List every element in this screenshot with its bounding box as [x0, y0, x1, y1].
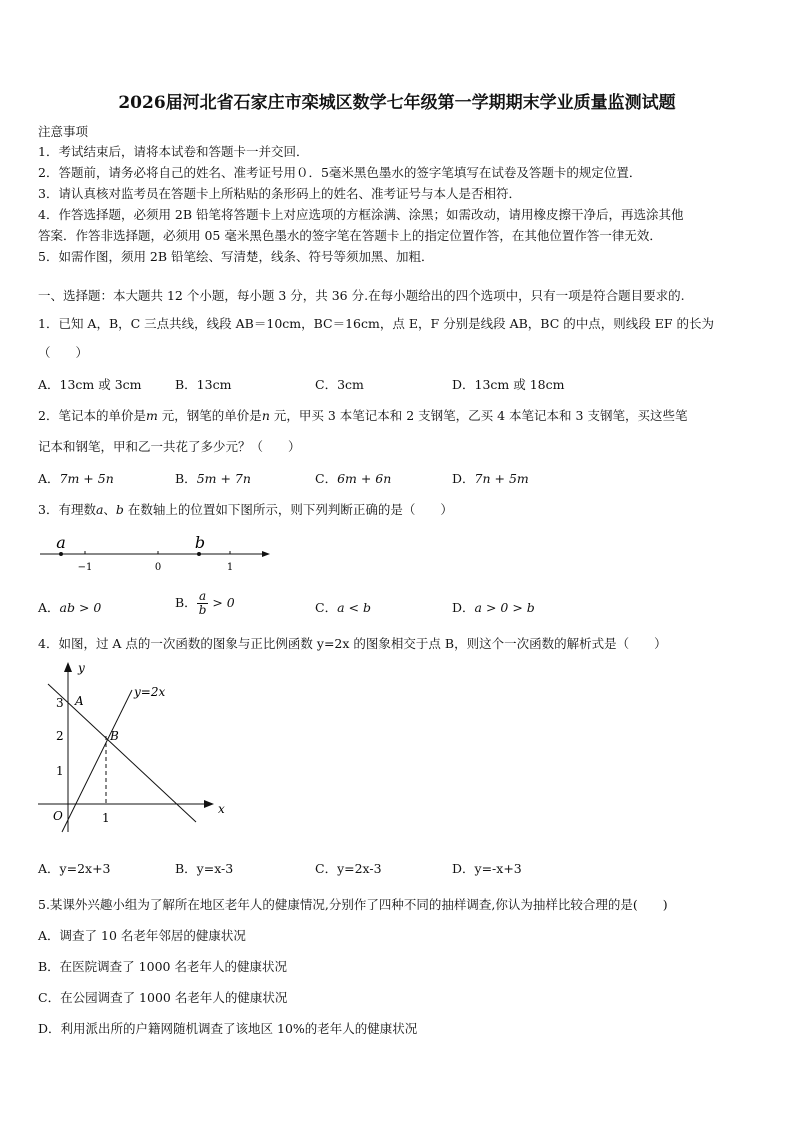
q1-option-a: A．13cm 或 3cm [38, 377, 142, 392]
point-a-dot [59, 552, 63, 556]
question-4-text: 4．如图，过 A 点的一次函数的图象与正比例函数 y=2x 的图象相交于点 B，则这个一次函数的解析式是（ ） [38, 636, 667, 651]
question-2-text: 2．笔记本的单价是m 元，钢笔的单价是n 元，甲买 3 本笔记本和 2 支钢笔，乙买 4 本笔记本和 3 支钢笔，买这些笔 [38, 408, 688, 423]
question-2-text-line2: 记本和钢笔，甲和乙一共花了多少元？（ ） [38, 439, 301, 454]
q2-option-b: B．5m + 7n [175, 471, 251, 486]
q3-option-a: A．ab > 0 [38, 600, 102, 615]
y-axis-arrow [64, 662, 72, 672]
q1-option-d: D．13cm 或 18cm [452, 377, 565, 392]
origin-label: O [53, 809, 63, 823]
q1-option-c: C．3cm [315, 377, 364, 392]
x-tick-1: 1 [102, 811, 110, 825]
point-b-label: B [110, 729, 119, 743]
question-1-text: 1．已知 A，B，C 三点共线，线段 AB＝10cm，BC＝16cm，点 E，F 分别是线段 AB，BC 的中点，则线段 EF 的长为 [38, 316, 714, 331]
q5-option-d: D．利用派出所的户籍网随机调查了该地区 10%的老年人的健康状况 [38, 1021, 418, 1036]
q5-option-c: C．在公园调查了 1000 名老年人的健康状况 [38, 990, 288, 1005]
y-axis-label: y [78, 661, 85, 675]
line-y-2x [62, 690, 132, 832]
note-item: 5．如需作图，须用 2B 铅笔绘、写清楚，线条、符号等须加黑、加粗． [38, 249, 434, 264]
line-through-a [48, 684, 196, 822]
q4-option-a: A．y=2x+3 [38, 861, 111, 876]
note-item: 答案．作答非选择题，必须用 05 毫米黑色墨水的签字笔在答题卡上的指定位置作答，在其他位置作答一律无效． [38, 228, 662, 243]
tick-label: −1 [77, 562, 93, 573]
var-n: n [261, 408, 270, 423]
question-5-text: 5.某课外兴趣小组为了解所在地区老年人的健康情况,分别作了四种不同的抽样调查,你认为抽样比较合理的是( ) [38, 897, 668, 912]
q2-option-d: D．7n + 5m [452, 471, 529, 486]
note-item: 1．考试结束后，请将本试卷和答题卡一并交回． [38, 144, 309, 159]
x-axis-arrow [204, 800, 214, 808]
function-graph-figure [36, 656, 236, 836]
notes-heading: 注意事项 [38, 124, 89, 139]
point-a-label: A [75, 694, 84, 708]
note-item: 4．作答选择题，必须用 2B 铅笔将答题卡上对应选项的方框涂满、涂黑；如需改动，请用橡皮擦干净后，再选涂其他 [38, 207, 684, 222]
q5-option-a: A．调查了 10 名老年邻居的健康状况 [38, 928, 246, 943]
q1-option-b: B．13cm [175, 377, 232, 392]
question-1-bracket: （ ） [38, 345, 89, 360]
number-line-figure [36, 528, 276, 576]
point-b-dot [197, 552, 201, 556]
q2-option-c: C．6m + 6n [315, 471, 392, 486]
number-line-arrow [262, 551, 270, 557]
label-a: a [56, 533, 66, 552]
q3-option-c: C．a < b [315, 600, 371, 615]
note-item: 2．答题前，请务必将自己的姓名、准考证号用０．5毫米黑色墨水的签字笔填写在试卷及答题卡的规定位置． [38, 165, 642, 180]
q2-option-a: A．7m + 5n [38, 471, 114, 486]
note-item: 3．请认真核对监考员在答题卡上所粘贴的条形码上的姓名、准考证号与本人是否相符． [38, 186, 521, 201]
y-tick-2: 2 [56, 729, 64, 743]
y-tick-3: 3 [56, 696, 64, 710]
q4-option-c: C．y=2x-3 [315, 861, 382, 876]
q4-option-b: B．y=x-3 [175, 861, 234, 876]
q3-option-b: B． $\frac{a}{b}$ > 0 [175, 589, 235, 617]
tick-label: 1 [226, 562, 234, 573]
var-m: m [145, 408, 158, 423]
label-b: b [194, 533, 206, 552]
tick-label: 0 [154, 562, 162, 573]
section-heading: 一、选择题：本大题共 12 个小题，每小题 3 分，共 36 分.在每小题给出的四个选项中，只有一项是符合题目要求的. [38, 288, 685, 303]
line-label: y=2x [134, 685, 166, 699]
q4-option-d: D．y=-x+3 [452, 861, 522, 876]
question-3-text: 3．有理数a、b 在数轴上的位置如下图所示，则下列判断正确的是（ ） [38, 502, 453, 517]
q3-option-d: D．a > 0 > b [452, 600, 535, 615]
q5-option-b: B．在医院调查了 1000 名老年人的健康状况 [38, 959, 287, 974]
x-axis-label: x [218, 802, 225, 816]
y-tick-1: 1 [56, 764, 64, 778]
page-title: 2026届河北省石家庄市栾城区数学七年级第一学期期末学业质量监测试题 [118, 93, 676, 113]
